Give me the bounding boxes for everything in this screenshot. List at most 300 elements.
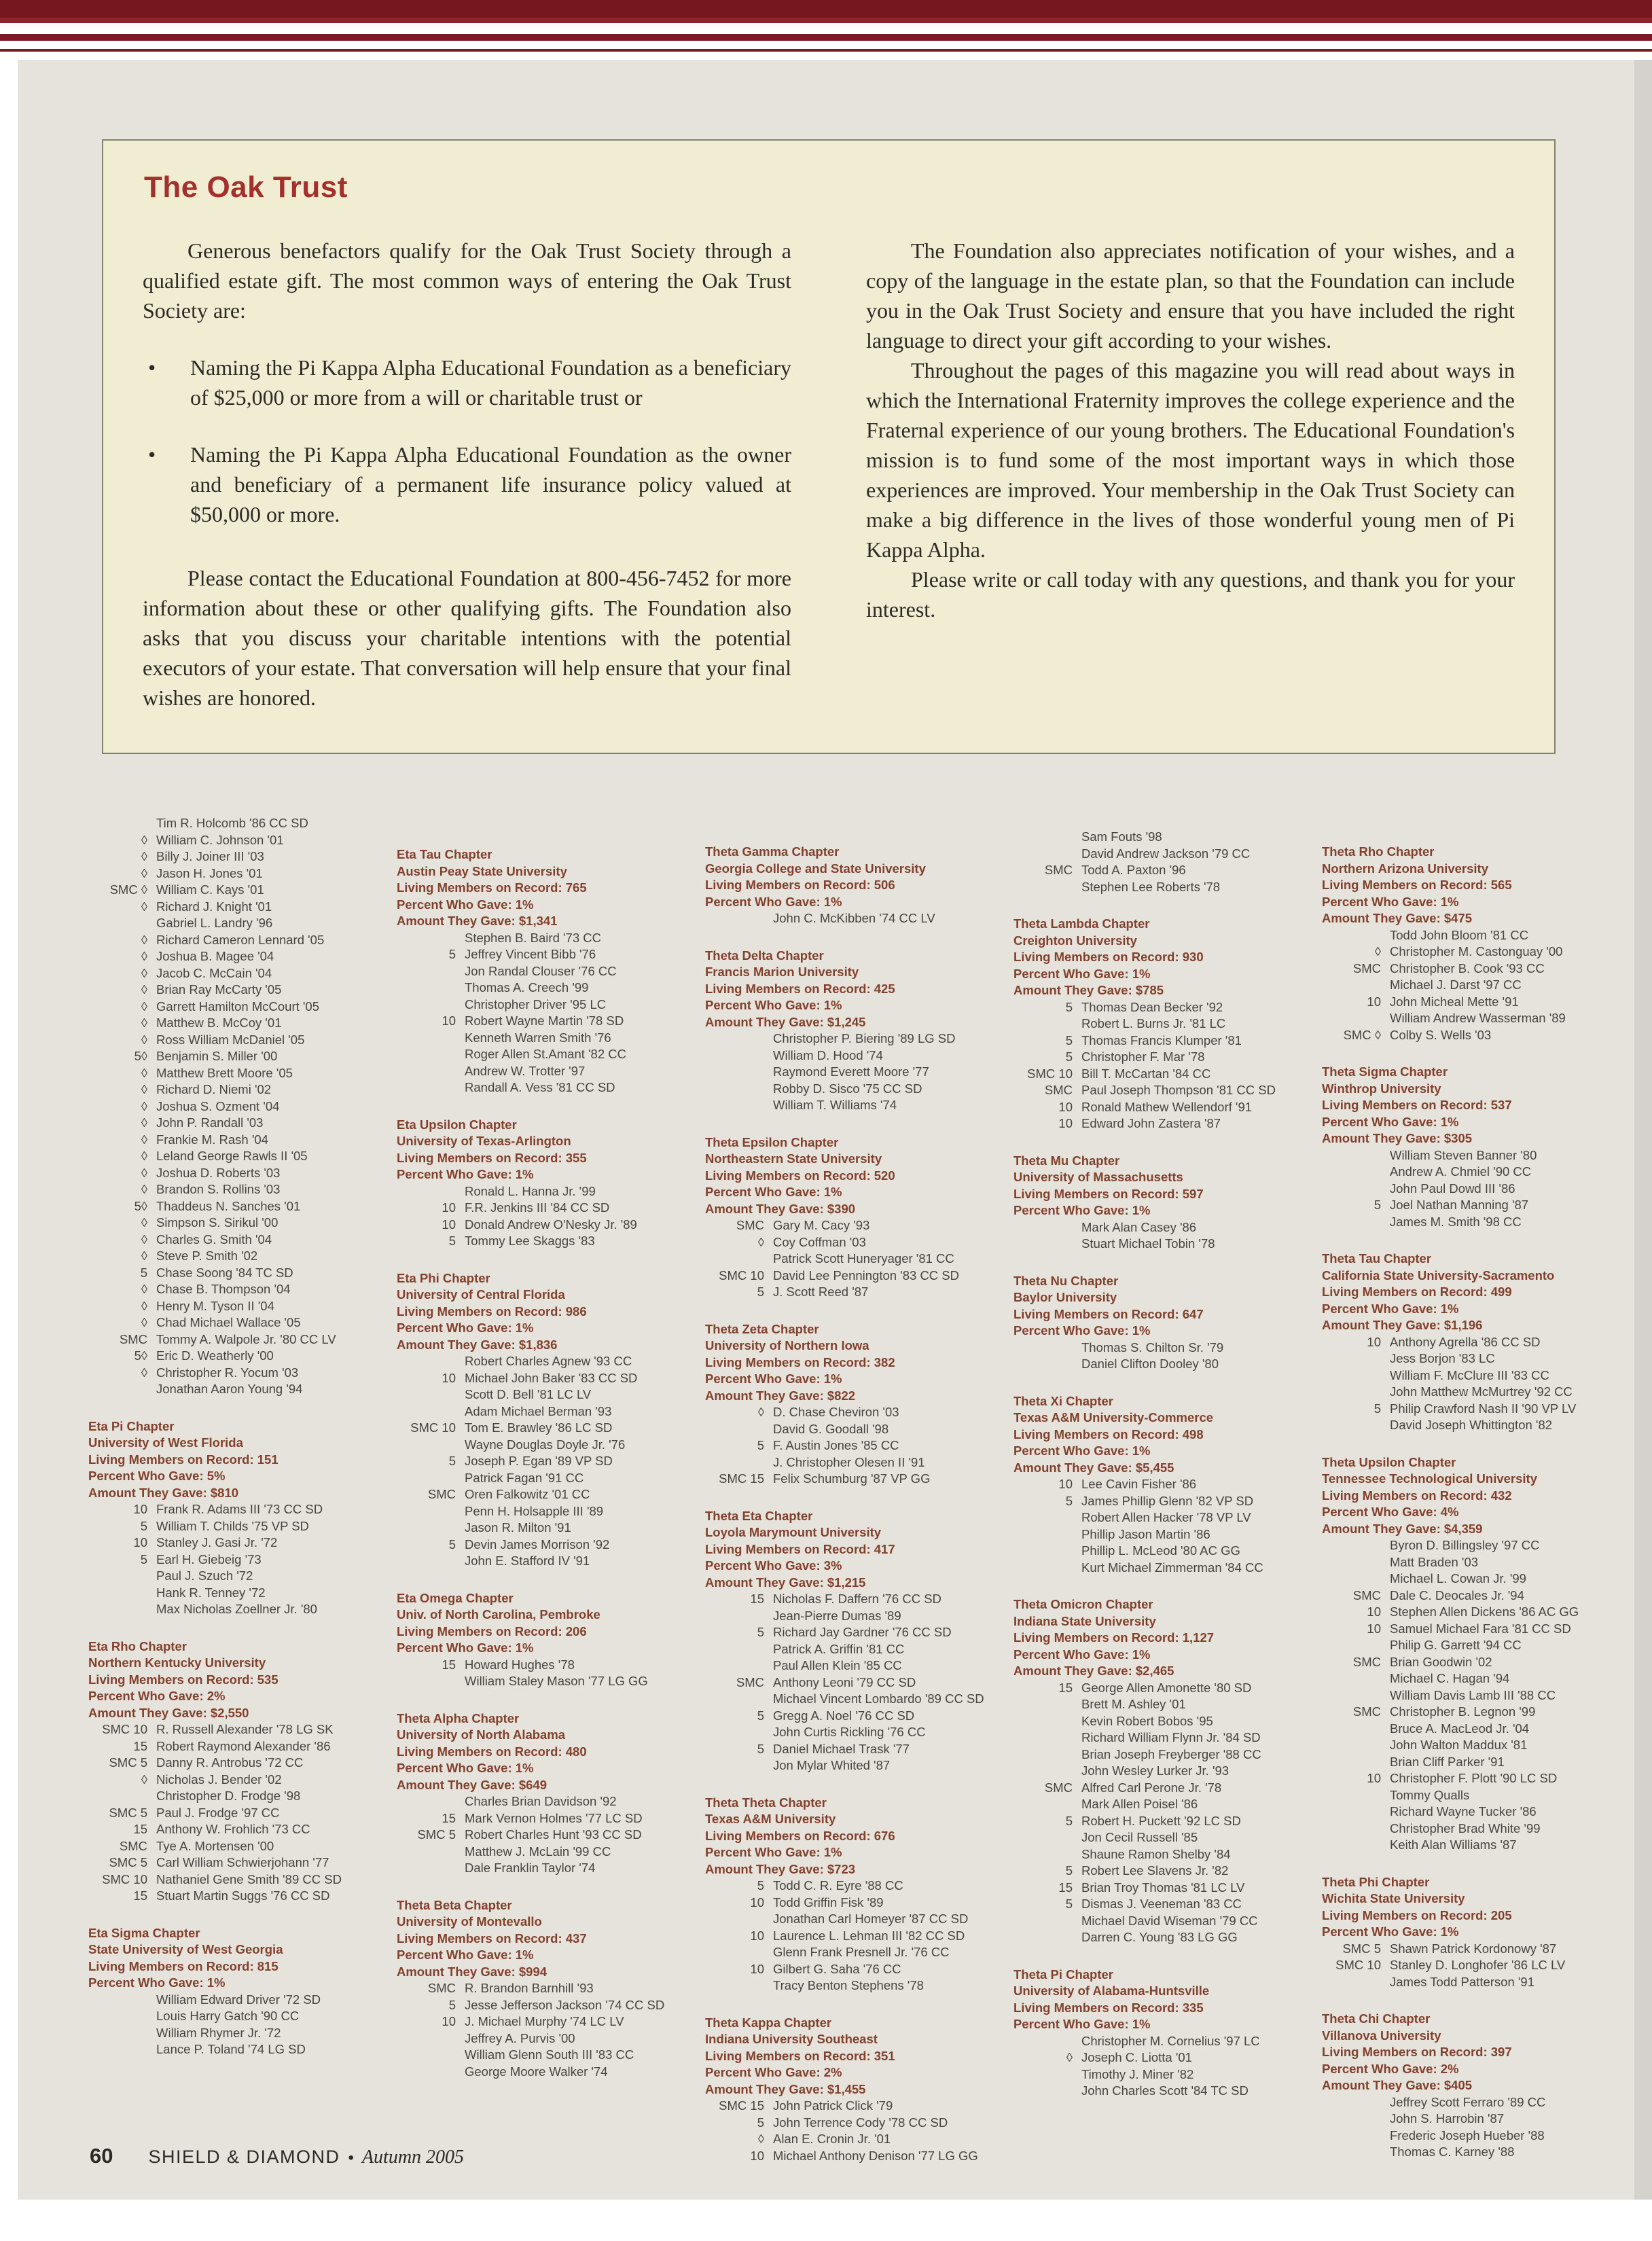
- donor-name: Thomas Dean Becker '92: [1081, 999, 1223, 1014]
- donor-name: Patrick Fagan '91 CC: [465, 1470, 584, 1485]
- chapter-block: [1013, 1273, 1303, 1373]
- donor-name: Robert Raymond Alexander '86: [156, 1738, 331, 1753]
- donor-gift-prefix: [1322, 1147, 1390, 1164]
- donor-name: Garrett Hamilton McCourt '05: [156, 999, 319, 1014]
- donor-name: William T. Childs '75 VP SD: [156, 1518, 309, 1533]
- donor-name: Nathaniel Gene Smith '89 CC SD: [156, 1871, 342, 1886]
- donor-row: [397, 980, 686, 997]
- donor-row: [1013, 1729, 1303, 1746]
- chapter-header: [1322, 1454, 1611, 1538]
- donor-row: [1013, 1115, 1303, 1132]
- donor-row: [1013, 829, 1303, 846]
- donor-name: Tye A. Mortensen '00: [156, 1838, 274, 1853]
- donor-gift-prefix: 10: [442, 1217, 456, 1232]
- donor-gift-prefix: 10: [1367, 1334, 1381, 1349]
- donor-name: Philip Crawford Nash II '90 VP LV: [1390, 1401, 1577, 1416]
- donor-gift-prefix: ◊: [141, 1082, 147, 1096]
- donor-name: George Allen Amonette '80 SD: [1081, 1680, 1252, 1695]
- donor-row: [88, 1181, 378, 1198]
- donor-row: [705, 2115, 994, 2132]
- chapter-header-line: Wichita State University: [1322, 1891, 1465, 1905]
- donor-gift-prefix: SMC 10: [719, 1268, 764, 1283]
- donor-gift-prefix: ◊: [141, 982, 147, 997]
- chapter-header-line: University of Central Florida: [397, 1287, 565, 1302]
- donor-row: [1013, 1509, 1303, 1526]
- donor-name: Brian Goodwin '02: [1390, 1654, 1492, 1669]
- chapter-header-line: Eta Omega Chapter: [397, 1590, 514, 1605]
- donor-gift-prefix: 10: [442, 1200, 456, 1215]
- chapter-header-line: Living Members on Record: 205: [1322, 1907, 1512, 1922]
- donor-name: Paul J. Frodge '97 CC: [156, 1805, 280, 1820]
- donor-row: [1013, 1543, 1303, 1560]
- donor-row: [1013, 1033, 1303, 1050]
- donor-row: [1013, 1560, 1303, 1577]
- donor-gift-prefix: 10: [750, 1895, 764, 1910]
- donor-row: [1013, 1713, 1303, 1730]
- donor-gift-prefix: 5: [1065, 1493, 1073, 1508]
- donor-name: Ronald Mathew Wellendorf '91: [1081, 1099, 1253, 1114]
- donor-name: Daniel Clifton Dooley '80: [1081, 1357, 1219, 1371]
- chapter-header-line: Living Members on Record: 647: [1013, 1306, 1204, 1321]
- donor-name: J. Michael Murphy '74 LC LV: [465, 2014, 624, 2028]
- donor-gift-prefix: [1013, 1509, 1081, 1526]
- donor-gift-prefix: ◊: [141, 1098, 147, 1113]
- donor-gift-prefix: 5: [757, 1741, 764, 1756]
- donor-gift-prefix: [1322, 1554, 1390, 1571]
- chapter-header-line: Percent Who Gave: 2%: [705, 2065, 842, 2079]
- donor-row: [1013, 1780, 1303, 1797]
- donor-gift-prefix: [397, 997, 465, 1014]
- donor-row: [1322, 1164, 1611, 1181]
- donor-gift-prefix: 10: [442, 2014, 456, 2028]
- donor-name: Dale C. Deocales Jr. '94: [1390, 1588, 1524, 1602]
- chapter-header-line: Percent Who Gave: 1%: [1322, 894, 1459, 909]
- donor-name: Frank R. Adams III '73 CC SD: [156, 1502, 323, 1516]
- chapter-header-line: Indiana State University: [1013, 1613, 1156, 1628]
- donor-gift-prefix: ◊: [757, 2132, 764, 2146]
- chapter-header-line: Creighton University: [1013, 933, 1137, 948]
- donor-gift-prefix: ◊: [141, 1149, 147, 1163]
- donor-name: Bruce A. MacLeod Jr. '04: [1390, 1721, 1530, 1736]
- donor-gift-prefix: ◊: [141, 1232, 147, 1247]
- donor-name: Roger Allen St.Amant '82 CC: [465, 1047, 626, 1061]
- chapter-header-line: Theta Xi Chapter: [1013, 1393, 1113, 1408]
- donor-row: [397, 1437, 686, 1454]
- donor-name: Robert Charles Agnew '93 CC: [465, 1354, 632, 1368]
- paragraph: Generous benefactors qualify for the Oak Trust Society through a qualified estate gift. The most common ways of entering the Oak Trust Society are:: [143, 238, 791, 323]
- donor-name: John Terrence Cody '78 CC SD: [773, 2115, 948, 2130]
- donor-gift-prefix: 5: [1373, 1198, 1381, 1212]
- chapter-header-line: Theta Delta Chapter: [705, 948, 824, 963]
- donor-name: John Patrick Click '79: [773, 2098, 893, 2113]
- donor-row: [1013, 2033, 1303, 2050]
- chapter-header: [397, 846, 686, 930]
- donor-gift-prefix: [397, 1673, 465, 1690]
- chapter-header-line: Amount They Gave: $1,196: [1322, 1318, 1483, 1332]
- donor-gift-prefix: [397, 1046, 465, 1063]
- donor-row: [1013, 1526, 1303, 1543]
- donor-row: [88, 1871, 378, 1888]
- chapter-header-line: Living Members on Record: 765: [397, 880, 587, 895]
- chapter-header: [88, 1925, 378, 1992]
- donor-name: John Paul Dowd III '86: [1390, 1181, 1515, 1196]
- chapter-block: [1322, 1454, 1611, 1854]
- donor-gift-prefix: 5: [448, 1997, 456, 2012]
- donor-gift-prefix: ◊: [141, 849, 147, 863]
- donor-gift-prefix: [1013, 1929, 1081, 1946]
- donor-row: [397, 1860, 686, 1877]
- donor-row: [1013, 1082, 1303, 1099]
- donor-row: [397, 1063, 686, 1080]
- donor-row: [705, 1471, 994, 1488]
- donor-name: William F. McClure III '83 CC: [1390, 1367, 1549, 1382]
- donor-name: Brett M. Ashley '01: [1081, 1697, 1186, 1711]
- donor-gift-prefix: [1322, 977, 1390, 994]
- donor-name: Patrick Scott Huneryager '81 CC: [773, 1251, 954, 1266]
- donor-name: Billy J. Joiner III '03: [156, 849, 264, 863]
- donor-row: [397, 1486, 686, 1503]
- donor-name: Christopher Driver '95 LC: [465, 997, 607, 1011]
- donor-name: Brian Cliff Parker '91: [1390, 1754, 1505, 1769]
- donor-name: Coy Coffman '03: [773, 1234, 866, 1249]
- donor-gift-prefix: [1322, 1164, 1390, 1181]
- donor-gift-prefix: [1013, 1016, 1081, 1033]
- chapter-header-line: Theta Lambda Chapter: [1013, 916, 1150, 931]
- donor-column-2: [397, 815, 686, 2185]
- donor-name: Andrew A. Chmiel '90 CC: [1390, 1164, 1532, 1179]
- donor-gift-prefix: [1322, 1721, 1390, 1738]
- chapter-header-line: Theta Pi Chapter: [1013, 1967, 1113, 1982]
- donor-row: [1322, 1181, 1611, 1198]
- donor-gift-prefix: [397, 1793, 465, 1810]
- donor-row: [397, 1217, 686, 1234]
- donor-row: [705, 1064, 994, 1081]
- donor-name: Joseph P. Egan '89 VP SD: [465, 1454, 613, 1468]
- chapter-header-line: Francis Marion University: [705, 965, 859, 979]
- chapter-header-line: Percent Who Gave: 1%: [1322, 1301, 1459, 1316]
- donor-gift-prefix: [705, 1757, 773, 1774]
- donor-name: Thomas S. Chilton Sr. '79: [1081, 1340, 1224, 1355]
- donor-row: [88, 882, 378, 899]
- chapter-block: [705, 844, 994, 927]
- donor-row: [1013, 1236, 1303, 1253]
- chapter-header-line: Percent Who Gave: 1%: [397, 1761, 534, 1775]
- donor-name: Gregg A. Noel '76 CC SD: [773, 1708, 915, 1723]
- chapter-header-line: Percent Who Gave: 1%: [88, 1975, 226, 1990]
- donor-gift-prefix: 5: [757, 1438, 764, 1452]
- donor-row: [1322, 1147, 1611, 1164]
- bullet-text: Naming the Pi Kappa Alpha Educational Foundation as the owner and beneficiary of a permanent life insurance policy valued at $50,000 or more.: [190, 442, 791, 526]
- chapter-header-line: Percent Who Gave: 3%: [705, 1558, 842, 1573]
- donor-name: Henry M. Tyson II '04: [156, 1298, 274, 1313]
- donor-gift-prefix: [1013, 2066, 1081, 2083]
- chapter-header: [705, 1795, 994, 1878]
- donor-row: [705, 1284, 994, 1301]
- chapter-header-line: Amount They Gave: $723: [705, 1861, 856, 1876]
- chapter-block: [1013, 1393, 1303, 1577]
- donor-row: [88, 815, 378, 832]
- donor-name: Tom E. Brawley '86 LC SD: [465, 1420, 613, 1435]
- donor-row: [88, 1501, 378, 1518]
- oak-trust-right-column: [866, 236, 1515, 713]
- donor-name: Earl H. Giebeig '73: [156, 1552, 262, 1566]
- chapter-block: [397, 1117, 686, 1250]
- donor-row: [1322, 1754, 1611, 1771]
- chapter-header: [397, 1270, 686, 1354]
- donor-name: John Matthew McMurtrey '92 CC: [1390, 1384, 1573, 1399]
- donor-row: [705, 1708, 994, 1725]
- donor-name: Jon Cecil Russell '85: [1081, 1830, 1198, 1844]
- donor-row: [397, 1997, 686, 2014]
- bullet-list: [143, 353, 791, 529]
- donor-name: Patrick A. Griffin '81 CC: [773, 1641, 905, 1656]
- donor-gift-prefix: [397, 1079, 465, 1096]
- chapter-block: [1322, 1064, 1611, 1230]
- donor-gift-prefix: [1013, 879, 1081, 896]
- donor-name: Max Nicholas Zoellner Jr. '80: [156, 1602, 317, 1616]
- donor-gift-prefix: [1322, 927, 1390, 944]
- donor-name: Richard Wayne Tucker '86: [1390, 1804, 1537, 1818]
- donor-row: [397, 1470, 686, 1487]
- donor-name: Jon Randal Clouser '76 CC: [465, 963, 617, 978]
- donor-name: Gary M. Cacy '93: [773, 1218, 870, 1232]
- donor-row: [1322, 2111, 1611, 2128]
- donor-gift-prefix: [705, 1081, 773, 1098]
- donor-gift-prefix: [705, 1691, 773, 1708]
- donor-gift-prefix: 10: [750, 2148, 764, 2163]
- donor-row: [397, 1453, 686, 1470]
- chapter-header-line: Texas A&M University-Commerce: [1013, 1410, 1214, 1424]
- chapter-header-line: Amount They Gave: $1,245: [705, 1014, 866, 1029]
- donor-name: Kenneth Warren Smith '76: [465, 1030, 611, 1045]
- donor-name: George Moore Walker '74: [465, 2064, 608, 2079]
- chapter-header: [1013, 1596, 1303, 1680]
- donor-name: F.R. Jenkins III '84 CC SD: [465, 1200, 610, 1215]
- chapter-header-line: Eta Pi Chapter: [88, 1418, 175, 1433]
- donor-gift-prefix: [1322, 1181, 1390, 1198]
- donor-name: Colby S. Wells '03: [1390, 1027, 1492, 1042]
- donor-name: John S. Harrobin '87: [1390, 2111, 1505, 2126]
- donor-gift-prefix: 15: [133, 1888, 147, 1903]
- donor-row: [1013, 1796, 1303, 1813]
- donor-row: [705, 1404, 994, 1421]
- bullet-item: [143, 353, 791, 412]
- chapter-block: [397, 1897, 686, 2081]
- donor-gift-prefix: 5: [140, 1552, 147, 1566]
- donor-name: Matthew J. McLain '99 CC: [465, 1844, 611, 1859]
- donor-gift-prefix: [705, 1251, 773, 1268]
- donor-row: [397, 2013, 686, 2030]
- donor-gift-prefix: 15: [1058, 1880, 1073, 1895]
- donor-gift-prefix: [1013, 2083, 1081, 2100]
- donor-gift-prefix: [1322, 1214, 1390, 1231]
- donor-gift-prefix: [397, 1063, 465, 1080]
- donor-gift-prefix: 5: [448, 947, 456, 961]
- donor-row: [1322, 1654, 1611, 1671]
- donor-gift-prefix: [397, 2030, 465, 2047]
- donor-row: [1322, 1621, 1611, 1638]
- chapter-header-line: Living Members on Record: 425: [705, 981, 895, 996]
- donor-name: Penn H. Holsapple III '89: [465, 1503, 604, 1518]
- donor-row: [88, 948, 378, 965]
- chapter-header-line: Austin Peay State University: [397, 863, 567, 878]
- oak-trust-left-column: [143, 236, 791, 713]
- chapter-header-line: Percent Who Gave: 1%: [1322, 1114, 1459, 1129]
- donor-row: [1322, 994, 1611, 1011]
- donor-name: Todd C. R. Eyre '88 CC: [773, 1878, 903, 1893]
- donor-gift-prefix: ◊: [141, 1032, 147, 1047]
- donor-gift-prefix: 5: [1373, 1401, 1381, 1416]
- donor-name: Jesse Jefferson Jackson '74 CC SD: [465, 1997, 665, 2012]
- donor-row: [1013, 2083, 1303, 2100]
- chapter-header: [397, 1590, 686, 1657]
- chapter-header-line: Living Members on Record: 480: [397, 1744, 587, 1759]
- donor-row: [705, 1961, 994, 1978]
- chapter-block: [1322, 1251, 1611, 1434]
- donor-gift-prefix: [397, 2047, 465, 2064]
- donor-gift-prefix: [705, 1944, 773, 1961]
- donor-row: [88, 1772, 378, 1789]
- chapter-header-line: Theta Epsilon Chapter: [705, 1134, 839, 1149]
- donor-gift-prefix: SMC: [1044, 1780, 1073, 1795]
- donor-gift-prefix: ◊: [1374, 944, 1381, 958]
- donor-row: [397, 2030, 686, 2047]
- donor-row: [1013, 846, 1303, 863]
- donor-gift-prefix: [88, 1381, 156, 1398]
- donor-name: Phillip Jason Martin '86: [1081, 1526, 1210, 1541]
- donor-name: Edward John Zastera '87: [1081, 1116, 1221, 1130]
- chapter-header-line: Theta Omicron Chapter: [1013, 1597, 1153, 1611]
- donor-name: Richard D. Niemi '02: [156, 1082, 272, 1096]
- chapter-header: [88, 1638, 378, 1722]
- donor-gift-prefix: 10: [1367, 1604, 1381, 1619]
- donor-column-5: [1322, 815, 1611, 2185]
- paragraph: Please write or call today with any questions, and thank you for your interest.: [866, 567, 1515, 622]
- donor-row: [88, 1535, 378, 1552]
- donor-name: Glenn Frank Presnell Jr. '76 CC: [773, 1945, 950, 1959]
- donor-gift-prefix: [1013, 1543, 1081, 1560]
- donor-gift-prefix: SMC 15: [719, 1471, 764, 1486]
- donor-name: Kurt Michael Zimmerman '84 CC: [1081, 1560, 1263, 1575]
- donor-row: [1322, 1604, 1611, 1621]
- donor-gift-prefix: 5: [757, 1285, 764, 1299]
- chapter-header-line: Living Members on Record: 151: [88, 1452, 279, 1467]
- chapter-block: [1322, 844, 1611, 1043]
- chapter-header-line: Eta Upsilon Chapter: [397, 1117, 517, 1132]
- donor-row: [397, 1553, 686, 1570]
- donor-row: [88, 1215, 378, 1232]
- donor-gift-prefix: [1013, 1796, 1081, 1813]
- donor-name: Dale Franklin Taylor '74: [465, 1861, 596, 1875]
- donor-gift-prefix: SMC: [1352, 1588, 1381, 1602]
- donor-name: Brandon S. Rollins '03: [156, 1182, 281, 1196]
- donor-row: [1322, 1417, 1611, 1434]
- donor-row: [1013, 1696, 1303, 1713]
- donor-name: Frederic Joseph Hueber '88: [1390, 2128, 1545, 2143]
- footer-separator-icon: •: [348, 2149, 354, 2167]
- donor-row: [705, 2098, 994, 2115]
- chapter-header-line: Theta Phi Chapter: [1322, 1874, 1430, 1889]
- donor-gift-prefix: 10: [1367, 1621, 1381, 1636]
- donor-gift-prefix: [1013, 1829, 1081, 1846]
- chapter-header-line: Percent Who Gave: 1%: [397, 1167, 534, 1181]
- donor-gift-prefix: [1322, 1417, 1390, 1434]
- donor-row: [1013, 1680, 1303, 1697]
- donor-row: [397, 2047, 686, 2064]
- donor-gift-prefix: [705, 1724, 773, 1741]
- bullet-item: [143, 440, 791, 529]
- donor-row: [1013, 1763, 1303, 1780]
- donor-row: [88, 1281, 378, 1298]
- donor-gift-prefix: ◊: [141, 1282, 147, 1296]
- chapter-block: [1322, 1874, 1611, 1991]
- chapter-header-line: Living Members on Record: 206: [397, 1624, 587, 1638]
- donor-name: Robert Allen Hacker '78 VP LV: [1081, 1510, 1251, 1524]
- donor-row: [88, 1331, 378, 1348]
- donor-name: Michael John Baker '83 CC SD: [465, 1370, 638, 1385]
- chapter-header: [1322, 1874, 1611, 1941]
- donor-row: [88, 1232, 378, 1249]
- donor-gift-prefix: ◊: [757, 1405, 764, 1419]
- donor-gift-prefix: 5: [757, 1625, 764, 1639]
- donor-name: Joshua S. Ozment '04: [156, 1098, 280, 1113]
- chapter-header-line: Living Members on Record: 597: [1013, 1186, 1204, 1201]
- donor-row: [88, 1065, 378, 1082]
- donor-name: J. Scott Reed '87: [773, 1285, 869, 1299]
- chapter-block: [1013, 1967, 1303, 2100]
- donor-gift-prefix: [1013, 1560, 1081, 1577]
- donor-row: [1013, 879, 1303, 896]
- paragraph: The Foundation also appreciates notification of your wishes, and a copy of the language in the estate plan, so that the Foundation can include you in the Oak Trust Society and ensure that you have included the right language to direct your gift according to your wishes.: [866, 238, 1515, 353]
- donor-name: Steve P. Smith '02: [156, 1249, 258, 1263]
- chapter-header-line: Baylor University: [1013, 1290, 1117, 1304]
- donor-gift-prefix: ◊: [141, 1016, 147, 1030]
- chapter-header-line: Percent Who Gave: 1%: [705, 1372, 842, 1386]
- donor-name: Nicholas J. Bender '02: [156, 1772, 282, 1787]
- donor-gift-prefix: ◊: [141, 1315, 147, 1329]
- donor-gift-prefix: 10: [133, 1535, 147, 1549]
- donor-gift-prefix: 10: [442, 1370, 456, 1385]
- donor-row: [397, 1030, 686, 1047]
- donor-row: [88, 982, 378, 999]
- donor-gift-prefix: 5: [757, 2115, 764, 2130]
- donor-gift-prefix: [88, 915, 156, 932]
- donor-name: Brian Troy Thomas '81 LC LV: [1081, 1880, 1245, 1895]
- donor-name: Danny R. Antrobus '72 CC: [156, 1755, 304, 1770]
- donor-name: Carl William Schwierjohann '77: [156, 1855, 329, 1869]
- donor-column-3: [705, 815, 994, 2185]
- donor-row: [88, 1165, 378, 1182]
- donor-name: Jonathan Carl Homeyer '87 CC SD: [773, 1912, 969, 1926]
- chapter-header-line: Amount They Gave: $5,455: [1013, 1460, 1174, 1475]
- donor-name: Dismas J. Veeneman '83 CC: [1081, 1897, 1242, 1911]
- chapter-header-line: Loyola Marymount University: [705, 1525, 882, 1539]
- chapter-header-line: University of Alabama-Huntsville: [1013, 1984, 1210, 1998]
- donor-gift-prefix: 5: [448, 1537, 456, 1552]
- chapter-block: [705, 2015, 994, 2165]
- donor-name: William Andrew Wasserman '89: [1390, 1011, 1566, 1025]
- donor-gift-prefix: SMC 10: [1027, 1066, 1073, 1081]
- donor-name: Tommy Lee Skaggs '83: [465, 1234, 595, 1248]
- donor-gift-prefix: 5: [1065, 1050, 1073, 1064]
- donor-name: Shaune Ramon Shelby '84: [1081, 1846, 1231, 1861]
- donor-name: Matthew B. McCoy '01: [156, 1016, 282, 1030]
- top-rule-thick: [0, 34, 1652, 41]
- donor-row: [1322, 1384, 1611, 1401]
- chapter-block: [397, 1590, 686, 1690]
- chapter-header-line: Amount They Gave: $649: [397, 1777, 547, 1792]
- donor-name: Adam Michael Berman '93: [465, 1403, 612, 1418]
